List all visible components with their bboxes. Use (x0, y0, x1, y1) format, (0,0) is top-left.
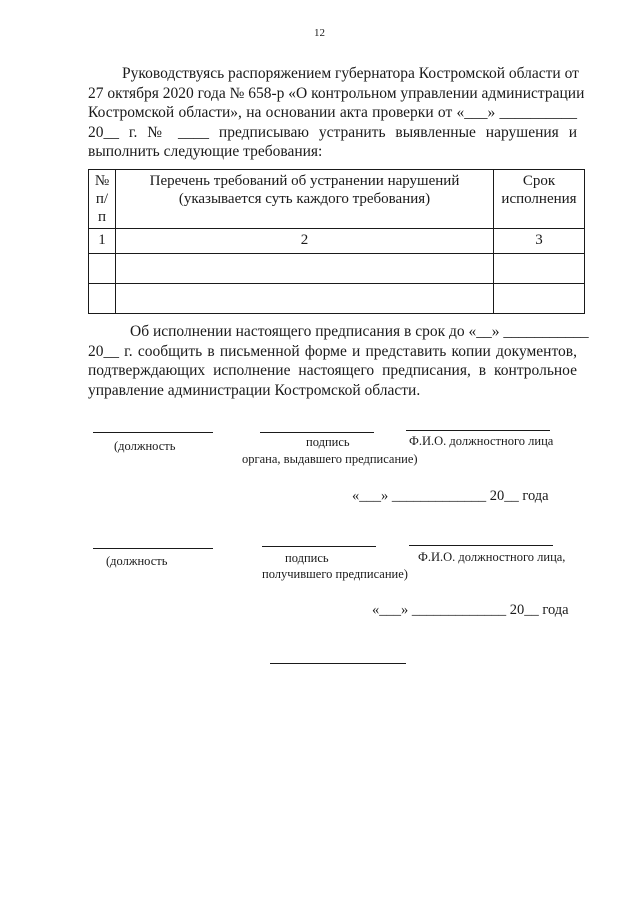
intro-paragraph (88, 64, 585, 162)
issuer-date-line: «___» _____________ 20__ года (352, 488, 549, 504)
outro-line: управление администрации Костромской области. (88, 381, 421, 399)
table-cell[interactable] (494, 254, 585, 284)
intro-line: 20__ г. № ____ предписываю устранить выявленные нарушения и (88, 123, 577, 141)
table-row (89, 284, 585, 314)
header-deadline-line2: исполнения (501, 191, 577, 207)
closing-separator-line (270, 663, 406, 664)
issuer-signature-label: подпись (306, 435, 350, 449)
outro-line: Об исполнении настоящего предписания в срок до «__» ___________ (130, 323, 589, 340)
outro-paragraph (88, 322, 589, 400)
table-cell[interactable] (89, 254, 116, 284)
table-cell[interactable] (89, 284, 116, 314)
recipient-received-label: получившего предписание) (262, 567, 408, 581)
header-requirements-line1: Перечень требований об устранении нарушений (149, 173, 460, 189)
intro-line: Руководствуясь распоряжением губернатора Костромской области от (122, 65, 579, 82)
issuer-fio-line (406, 430, 550, 431)
recipient-signature-label: подпись (285, 551, 329, 565)
intro-line: Костромской области», на основании акта проверки от «___» __________ (88, 104, 577, 121)
outro-line: подтверждающих исполнение настоящего предписания, в контрольное (88, 362, 577, 379)
intro-line: выполнить следующие требования: (88, 143, 323, 160)
issuer-signature-line (260, 432, 374, 433)
issuer-fio-label: Ф.И.О. должностного лица (409, 434, 554, 448)
column-number-row (89, 229, 585, 254)
recipient-date-line: «___» _____________ 20__ года (372, 602, 569, 618)
header-num-line2: п/п (95, 191, 109, 225)
issuer-position-line (93, 432, 213, 433)
column-number: 1 (89, 229, 116, 254)
table-header-row (89, 170, 585, 229)
table-cell[interactable] (116, 254, 494, 284)
intro-line: 27 октября 2020 года № 658-р «О контрольном управлении администрации (88, 84, 585, 102)
recipient-fio-line (409, 545, 553, 546)
column-number: 2 (116, 229, 494, 254)
header-deadline-line1: Срок (522, 173, 556, 189)
issuer-organ-label: органа, выдавшего предписание) (242, 452, 418, 466)
table-cell[interactable] (116, 284, 494, 314)
recipient-position-line (93, 548, 213, 549)
header-num-cell (89, 170, 116, 229)
page-number: 12 (314, 27, 325, 39)
recipient-signature-line (262, 546, 376, 547)
header-num-line1: № (94, 173, 110, 189)
table-cell[interactable] (494, 284, 585, 314)
column-number: 3 (494, 229, 585, 254)
outro-line: 20__ г. сообщить в письменной форме и представить копии документов, (88, 342, 577, 360)
table-row (89, 254, 585, 284)
requirements-table (88, 169, 585, 314)
issuer-position-label: (должность (114, 439, 176, 453)
recipient-fio-label: Ф.И.О. должностного лица, (418, 550, 566, 564)
header-requirements-line2: (указывается суть каждого требования) (178, 191, 431, 207)
header-deadline-cell (494, 170, 585, 229)
recipient-position-label: (должность (106, 554, 168, 568)
header-requirements-cell (116, 170, 494, 229)
